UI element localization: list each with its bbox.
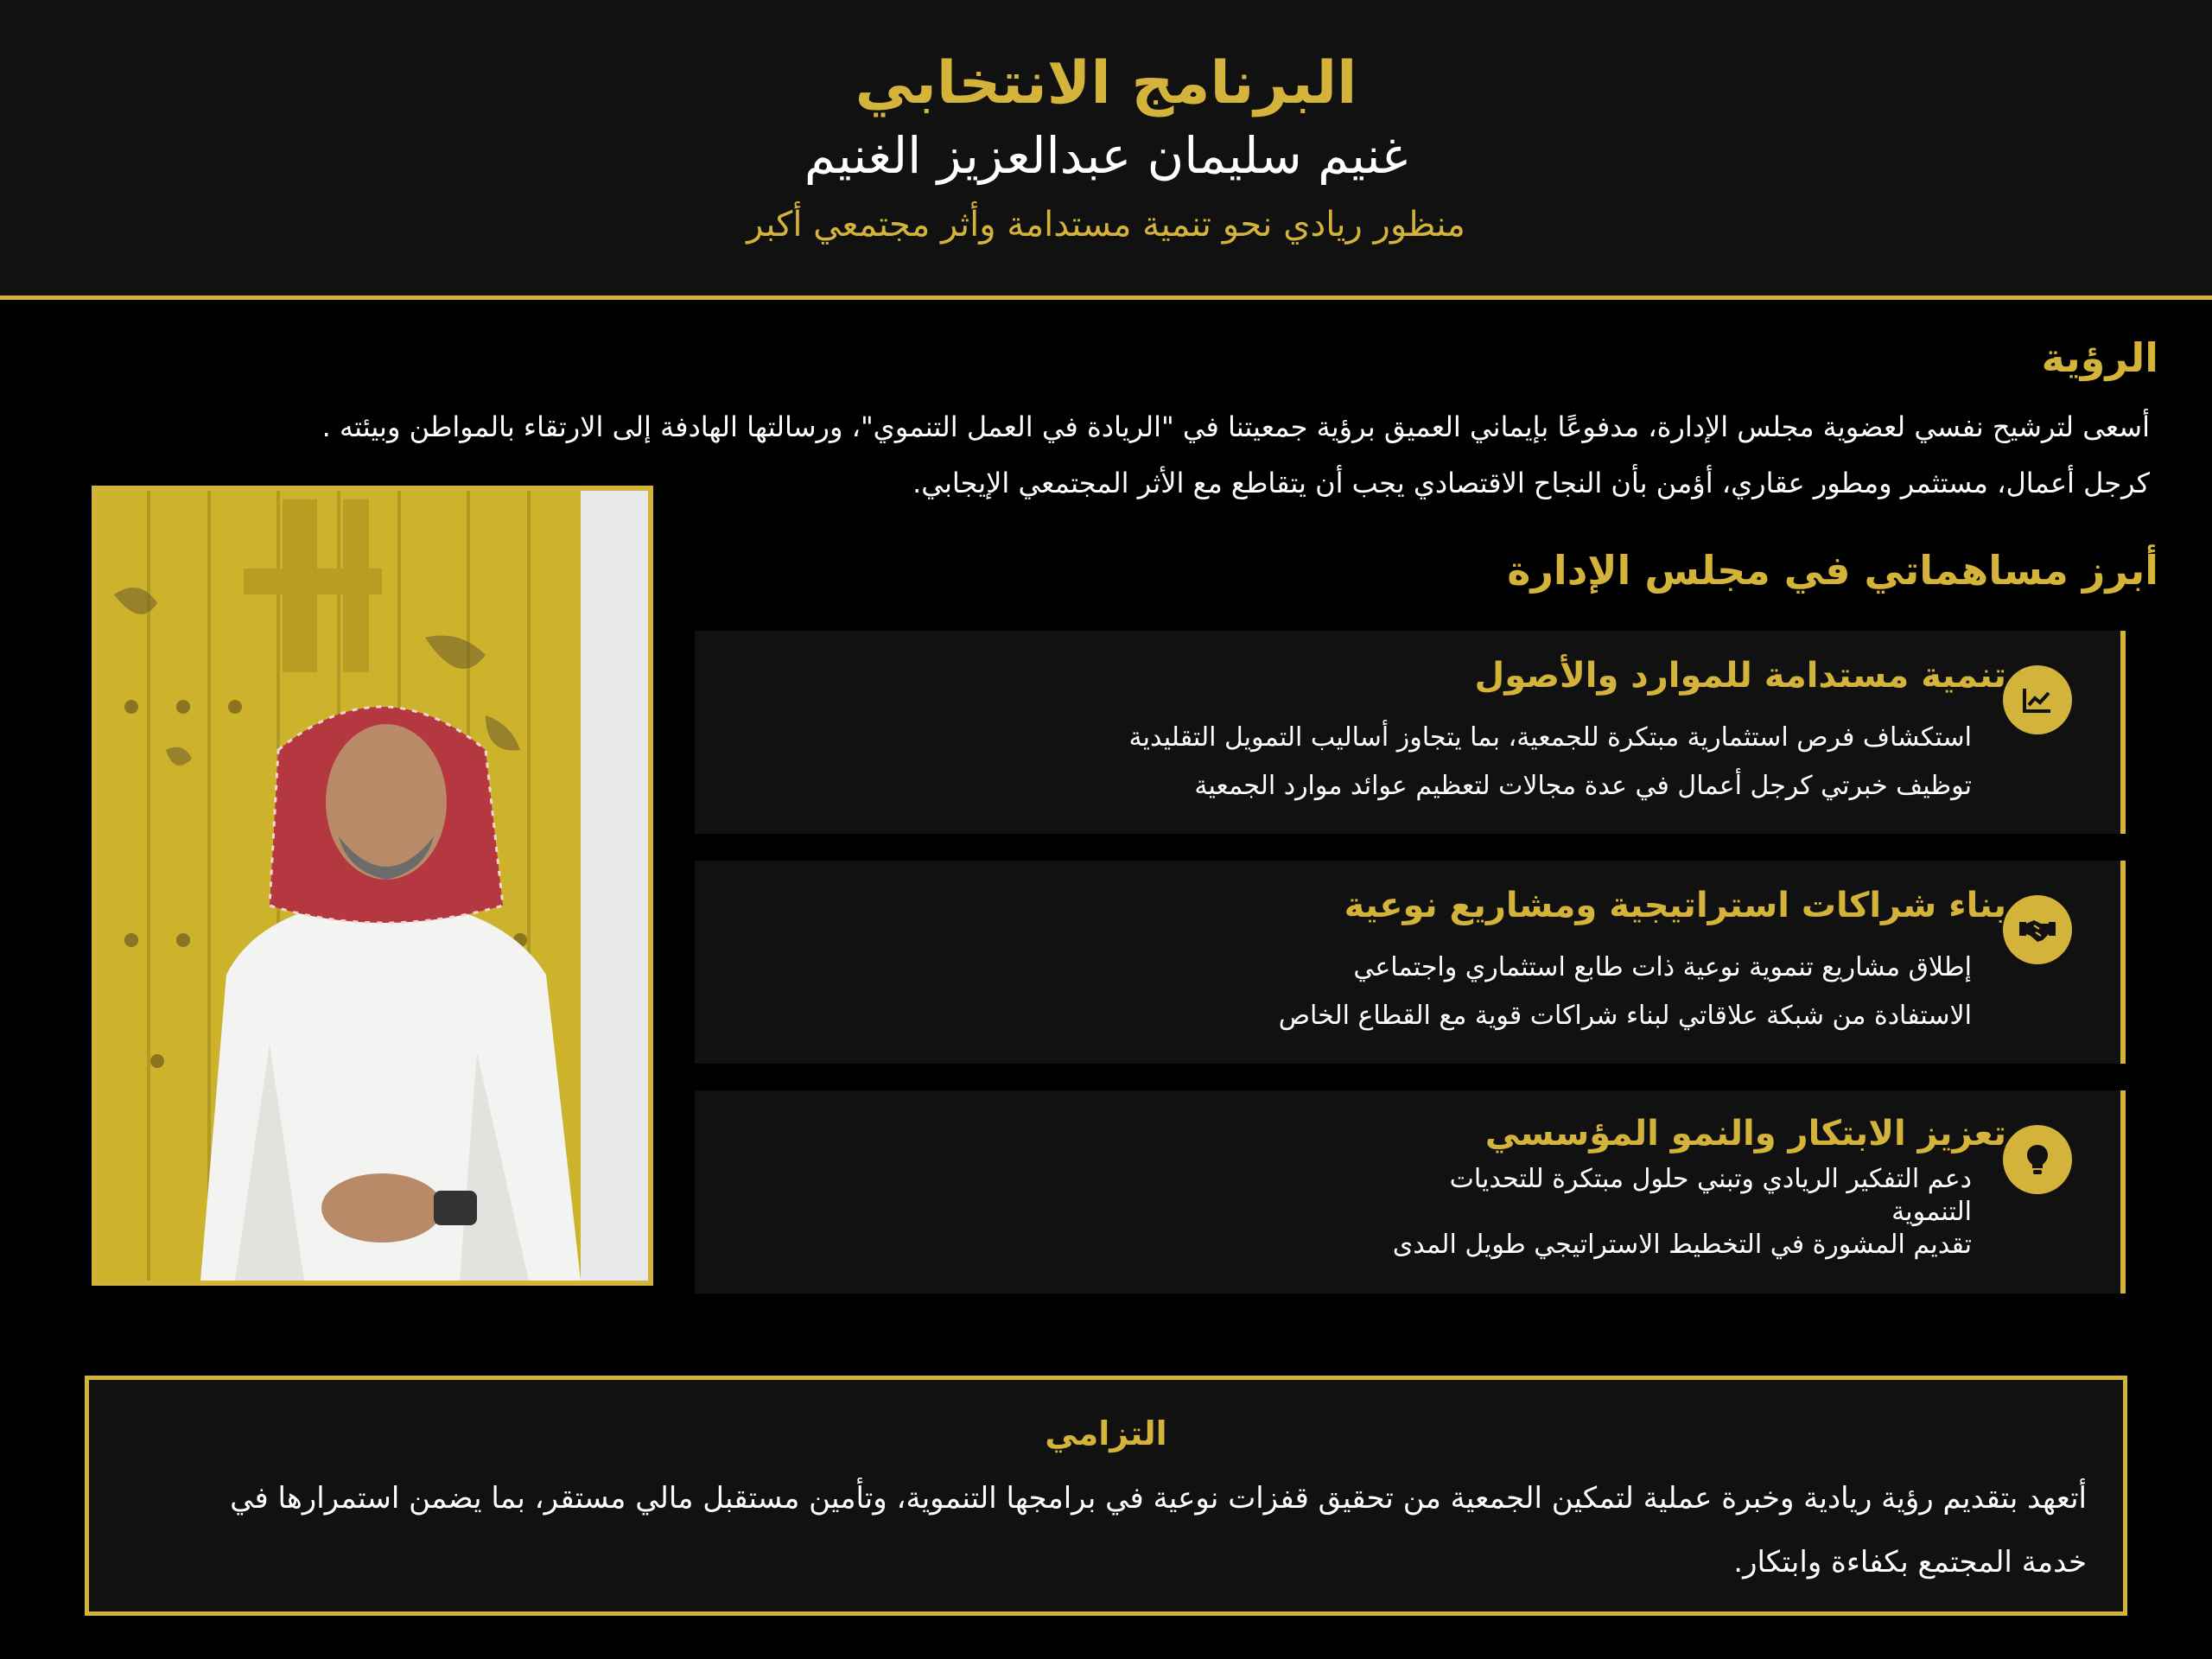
header-divider [0,296,2212,300]
list-item: دعم التفكير الريادي وتبني حلول مبتكرة للتحديات [1449,1164,1972,1194]
chart-line-icon [2003,665,2072,734]
candidate-photo [92,486,653,1286]
contribution-list [1279,944,1972,1040]
contribution-list [1393,1163,1972,1262]
contribution-card-resources [695,631,2126,834]
list-item: استكشاف فرص استثمارية مبتكرة للجمعية، بما يتجاوز أساليب التمويل التقليدية [1128,722,1972,753]
contribution-list [1129,714,1972,810]
list-item: توظيف خبرتي كرجل أعمال في عدة مجالات لتعظيم عوائد موارد الجمعية [1194,771,1972,801]
page-tagline: منظور ريادي نحو تنمية مستدامة وأثر مجتمعي أكبر [747,205,1465,245]
candidate-portrait-image [97,491,648,1281]
page-title: البرنامج الانتخابي [855,49,1357,118]
vision-heading: الرؤية [2041,334,2158,381]
contributions-heading: أبرز مساهماتي في مجلس الإدارة [1507,547,2158,594]
commitment-text-line-1: أتعهد بتقديم رؤية ريادية وخبرة عملية لتمكين الجمعية من تحقيق قفزات نوعية في برامجها التنموية، وتأمين مستقبل مالي مستقر، بما يضمن استمرارها في [230,1481,2087,1516]
list-item: إطلاق مشاريع تنموية نوعية ذات طابع استثماري واجتماعي [1353,952,1972,982]
contribution-card-partnerships [695,861,2126,1064]
commitment-box [85,1376,2127,1616]
list-item: الاستفادة من شبكة علاقاتي لبناء شراكات قوية مع القطاع الخاص [1278,1001,1972,1031]
handshake-icon [2003,895,2072,964]
contribution-title: تنمية مستدامة للموارد والأصول [1474,656,2006,696]
list-item: التنموية [1891,1197,1972,1227]
lightbulb-icon [2003,1125,2072,1194]
vision-text-line-2: كرجل أعمال، مستثمر ومطور عقاري، أؤمن بأن النجاح الاقتصادي يجب أن يتقاطع مع الأثر المجتمعي الإيجابي. [912,467,2150,499]
contribution-card-innovation [695,1090,2126,1294]
contribution-title: تعزيز الابتكار والنمو المؤسسي [1484,1114,2006,1154]
candidate-name: غنيم سليمان عبدالعزيز الغنيم [804,126,1408,185]
commitment-text-line-2: خدمة المجتمع بكفاءة وابتكار. [1733,1545,2087,1580]
list-item: تقديم المشورة في التخطيط الاستراتيجي طويل المدى [1392,1230,1972,1260]
commitment-heading: التزامي [1045,1414,1167,1452]
contribution-title: بناء شراكات استراتيجية ومشاريع نوعية [1344,886,2006,925]
page-header [0,0,2212,296]
vision-text-line-1: أسعى لترشيح نفسي لعضوية مجلس الإدارة، مدفوعًا بإيماني العميق برؤية جمعيتنا في "الريادة في العمل التنموي"، ورسالتها الهادفة إلى الارتقاء بالمواطن وبيئته . [321,410,2150,443]
